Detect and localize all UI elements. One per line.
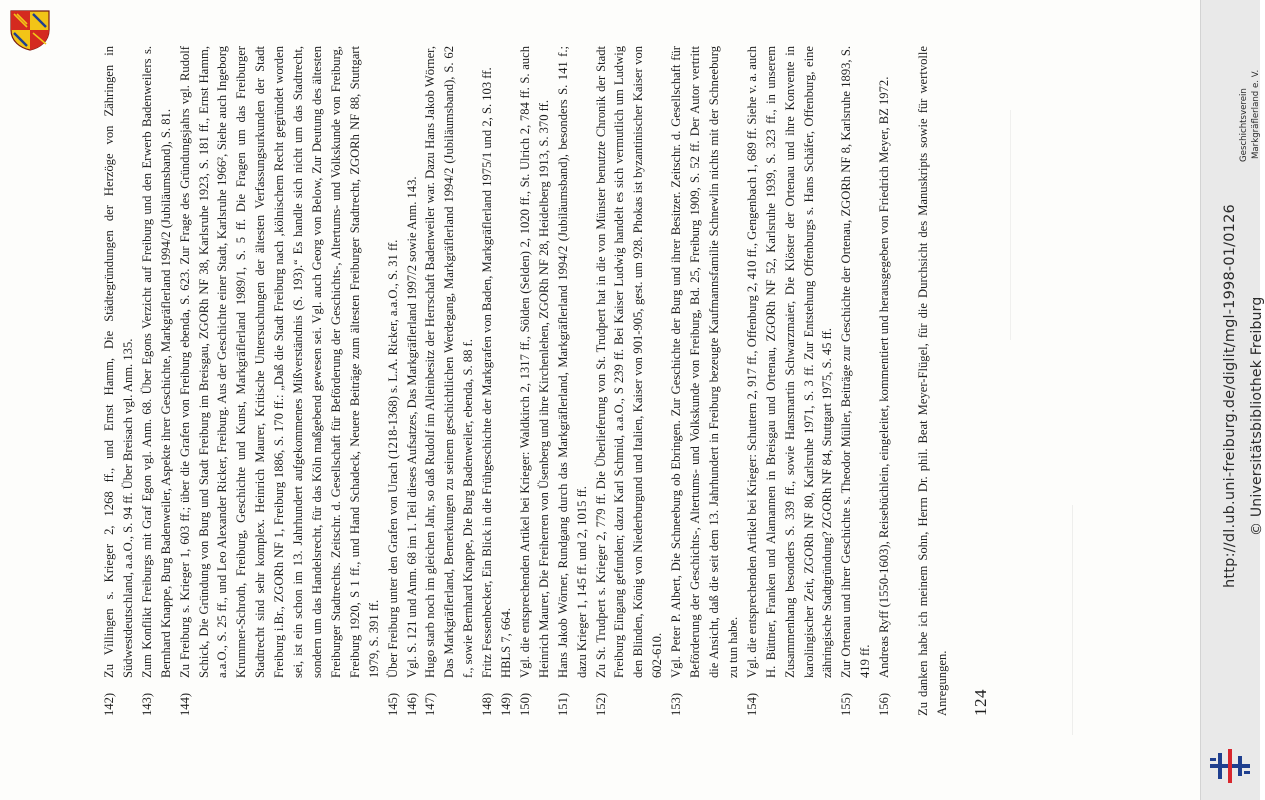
footnote-number: 156) <box>877 692 892 716</box>
footnote-number: 146) <box>404 692 419 716</box>
footnote-text: Zu St. Trudpert s. Krieger 2, 779 ff. Die Überlieferung von St. Trudpert hat in die von Münster benutzte Chronik der Stadt Freiburg Eingang gefunden; dazu Karl Schmid, a.a.O., S 239 ff. Bei Kaiser Ludwig handelt es sich vermutlich um Ludwig den Blinden, König von Niederburgund und Italien, Kaiser von 901-905, gest. um 928. Phokas ist byzantinischer Kaiser von 602-610. <box>593 46 665 678</box>
coat-of-arms-icon <box>8 8 52 52</box>
footnote <box>743 46 838 716</box>
footnote-text: Hugo starb noch im gleichen Jahr, so daß Rudolf im Alleinbesitz der Herrschaft Badenweiler war. Dazu Hans Jakob Wörner, Das Markgräflerland, Bemerkungen zu seinem geschichtlichen Werdegang, Markgräflerland 1994/2 (Jubiläumsband), S. 62 f., sowie Bernhard Knappe, Die Burg Badenweiler, ebenda, S. 88 f. <box>423 46 476 678</box>
footnote <box>100 46 138 716</box>
permalink-url[interactable]: http://dl.ub.uni-freiburg.de/diglit/mgl-1998-01/0126 <box>1222 204 1238 588</box>
ub-freiburg-logo-icon <box>1208 744 1252 788</box>
acknowledgement: Zu danken habe ich meinem Sohn, Herrn Dr. phil. Beat Meyer-Flügel, für die Durchsicht des Manuskripts sowie für wertvolle Anregungen. <box>916 46 949 716</box>
footnote <box>403 46 422 716</box>
footnote-number: 154) <box>744 692 759 716</box>
footnote <box>875 46 894 716</box>
society-name-line2: Markgräflerland e. V. <box>1251 69 1261 159</box>
copyright-notice: © Universitätsbibliothek Freiburg <box>1249 296 1265 536</box>
footnote-text: Zu Villingen s. Krieger 2, 1268 ff., und Ernst Hamm, Die Städtegründungen der Herzöge von Zähringen in Südwestdeutschland, a.a.O., S. 94 ff. Über Breisach vgl. Anm. 135. <box>102 46 135 678</box>
footnote-text: Zum Konflikt Freiburgs mit Graf Egon vgl. Anm. 68. Über Egons Verzicht auf Freiburg und den Erwerb Badenweilers s. Bernhard Knappe, Burg Badenweiler, Aspekte ihrer Geschichte, Markgräflerland 1994/2 (Jubiläumsband), S. 81. <box>139 46 173 678</box>
footnote-text: Andreas Ryff (1550-1603), Reisebüchlein, eingeleitet, kommentiert und herausgegeben von Friedrich Meyer, BZ 1972. <box>877 76 892 678</box>
footnote <box>667 46 743 716</box>
footnote-text: Vgl. die entsprechenden Artikel bei Krieger: Waldkirch 2, 1317 ff., Sölden (Selden) 2, 1020 ff., St. Ulrich 2, 784 ff. S. auch Heinrich Maurer, Die Freiherren von Üsenberg und ihre Kirchenlehen, ZGORh NF 28, Heidelberg 1913, S. 370 ff. <box>517 46 551 678</box>
footnote-text: Vgl. Peter P. Albert, Die Schneeburg ob Ebringen. Zur Geschichte der Burg und ihrer Besitzer. Zeitschr. d. Gesellschaft für Beförderung der Geschichts-, Altertums- und Volkskunde von Freiburg, Bd. 25, Freiburg 1909, S. 52 ff. Der Autor vertritt die Ansicht, daß die seit dem 13. Jahrhundert in Freiburg bezeugte Kaufmannsfamilie Schnewlin nichts mit der Schneeburg zu tun habe. <box>669 46 740 678</box>
footnote <box>384 46 403 716</box>
footnote-number: 147) <box>423 692 438 716</box>
bleed-through-mark <box>1072 505 1073 735</box>
footnote <box>516 46 554 716</box>
footnote <box>497 46 516 716</box>
society-name-line1: Geschichtsverein <box>1239 88 1249 162</box>
footnote <box>421 46 478 716</box>
footnote-text: Vgl. S. 121 und Anm. 68 im 1. Teil dieses Aufsatzes, Das Markgräflerland 1997/2 sowie Anm. 143. <box>404 176 419 678</box>
page-number: 124 <box>970 689 990 716</box>
footnote-text: Hans Jakob Wörner, Rundgang durch das Markgräflerland, Markgräflerland 1994/2 (Jubiläumsband), besonders S. 141 f.; dazu Krieger 1, 145 ff. und 2, 1015 ff. <box>555 46 589 678</box>
footnote-number: 153) <box>669 692 684 716</box>
footnote <box>592 46 668 716</box>
footnote-text: Vgl. die entsprechenden Artikel bei Krieger: Schuttern 2, 917 ff., Offenburg 2, 410 ff., Gengenbach 1, 689 ff. Siehe v. a. auch H. Büttner, Franken und Alamannen in Breisgau und Ortenau, ZGORh NF 52, Karlsruhe 1939, S. 323 ff., in unserem Zusammenhang besonders S. 339 ff., sowie Hansmartin Schwarzmaier, Die Klöster der Ortenau und ihre Konvente in karolingischer Zeit, ZGORh NF 80, Karlsruhe 1971, S. 3 ff. Zur Entstehung Offenburgs s. Hans Schäfer, Offenburg, eine zähringische Stadtgründung? ZGORh NF 84, Stuttgart 1975, S. 45 ff. <box>744 46 835 678</box>
footnote <box>554 46 592 716</box>
footnotes-list <box>100 46 894 716</box>
footnote-text: HBLS 7, 664. <box>499 608 514 678</box>
footnote-text: Zur Ortenau und ihrer Geschichte s. Theodor Müller, Beiträge zur Geschichte der Ortenau, ZGORh NF 8, Karlsruhe 1893, S. 419 ff. <box>839 46 873 678</box>
footnote-number: 142) <box>102 692 116 716</box>
footnote <box>478 46 497 716</box>
footnote <box>138 46 176 716</box>
footnote-number: 152) <box>593 692 608 716</box>
rotated-page-content <box>100 46 1040 716</box>
footnote-text: Fritz Fessenbecker, Ein Blick in die Frühgeschichte der Markgrafen von Baden, Markgräflerland 1975/1 und 2, S. 103 ff. <box>480 67 495 678</box>
footnote-number: 143) <box>139 692 154 716</box>
footnote-number: 144) <box>177 692 192 716</box>
footnote-text: Über Freiburg unter den Grafen von Urach (1218-1368) s. L.A. Ricker, a.a.O., S. 31 ff. <box>385 239 400 678</box>
footnote-number: 150) <box>517 692 532 716</box>
footnote-number: 148) <box>480 692 495 716</box>
footnote <box>837 46 875 716</box>
footnote-text: Zu Freiburg s. Krieger 1, 603 ff.; über die Grafen von Freiburg ebenda, S. 623. Zur Frage des Gründungsjahrs vgl. Rudolf Schick, Die Gründung von Burg und Stadt Freiburg im Breisgau, ZGORh NF 38, Karlsruhe 1923, S. 181 ff., Ernst Hamm, a.a.O., S. 25 ff., und Leo Alexander Ricker, Freiburg. Aus der Geschichte einer Stadt, Karlsruhe 1966², Siehe auch Ingeborg Krummer-Schroth, Freiburg, Geschichte und Kunst, Markgräflerland 1989/1, S. 5 ff. Die Fragen um das Freiburger Stadtrecht sind sehr komplex. Heinrich Maurer, Kritische Untersuchungen der ältesten Verfassungsurkunden der Stadt Freiburg i.Br., ZGORh NF 1, Freiburg 1886, S. 170 ff.: „Daß die Stadt Freiburg nach ‚kölnischem Recht gegründet worden sei, ist ein schon im 13. Jahrhundert aufgekommenes Mißverständnis (S. 193).“ Es handle sich nicht um das Stadtrecht, sondern um das Handelsrecht, für das Köln maßgebend gewesen sei. Vgl. auch Georg von Below, Zur Deutung des ältesten Freiburger Stadtrechts. Zeitschr. d. Gesellschaft für Beförderung der Geschichts-, Altertums- und Volkskunde von Freiburg, Freiburg 1920, S 1 ff., und Hand Schadeck, Neuere Beiträge zum ältesten Freiburger Stadtrecht, ZGORh NF 88, Stuttgart 1979, S. 391 ff. <box>177 46 381 678</box>
footnote-number: 145) <box>385 692 400 716</box>
footnote-number: 149) <box>499 692 514 716</box>
footnote <box>176 46 384 716</box>
footnote-number: 151) <box>555 692 570 716</box>
footnote-number: 155) <box>839 692 854 716</box>
